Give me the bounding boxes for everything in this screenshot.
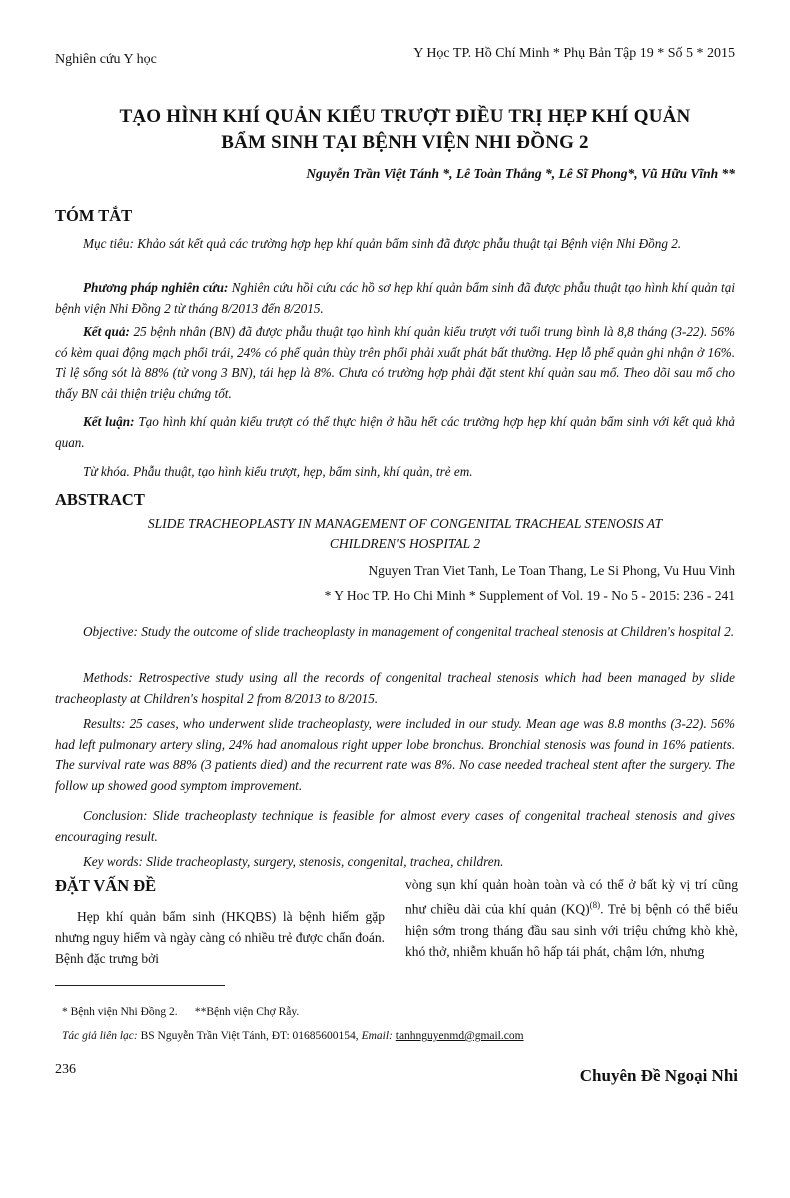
summary-objective <box>55 234 735 255</box>
abstract-conclusion-label: Conclusion: <box>83 808 148 823</box>
contact-text: BS Nguyễn Trần Việt Tánh, ĐT: 01685600154, <box>137 1030 362 1042</box>
abstract-keywords <box>55 852 735 873</box>
email-link[interactable]: tanhnguyenmd@gmail.com <box>395 1030 524 1042</box>
summary-objective-text: Khảo sát kết quả các trường hợp hẹp khí quản bẩm sinh đã được phẫu thuật tại Bệnh viện Nhi Đồng 2. <box>133 236 682 251</box>
abstract-methods-text: Retrospective study using all the records of congenital tracheal stenosis which had been managed by slide tracheoplasty at Children's hospital 2 from 8/2013 to 8/2015. <box>55 670 735 706</box>
authors-vietnamese: Nguyễn Trần Việt Tánh *, Lê Toàn Thắng *, Lê Sĩ Phong*, Vũ Hữu Vĩnh ** <box>306 166 735 181</box>
abstract-methods <box>55 668 735 709</box>
abstract-citation: * Y Hoc TP. Ho Chi Minh * Supplement of Vol. 19 - No 5 - 2015: 236 - 241 <box>324 588 735 603</box>
abstract-title-line-2: CHILDREN'S HOSPITAL 2 <box>329 536 481 551</box>
summary-methods-label: Phương pháp nghiên cứu: <box>83 280 229 295</box>
footnote-rule <box>55 985 225 986</box>
abstract-keywords-text: Slide tracheoplasty, surgery, stenosis, congenital, trachea, children. <box>142 854 504 869</box>
summary-conclusion-text: Tạo hình khí quản kiểu trượt có thể thực hiện ở hầu hết các trường hợp hẹp khí quản bẩm sinh với kết quả khả quan. <box>55 414 735 450</box>
footnote-affiliations: * Bệnh viện Nhi Đồng 2. **Bệnh viện Chợ Rẫy. <box>62 1006 300 1018</box>
intro-reference: (8) <box>589 900 601 910</box>
abstract-title-line-1: SLIDE TRACHEOPLASTY IN MANAGEMENT OF CONGENITAL TRACHEAL STENOSIS AT <box>147 516 663 531</box>
abstract-objective-text: Study the outcome of slide tracheoplasty in management of congenital tracheal stenosis at Children's hospital 2. <box>137 624 734 639</box>
footnote-contact <box>62 1030 524 1042</box>
page-number: 236 <box>55 1062 76 1077</box>
title-line-1: TẠO HÌNH KHÍ QUẢN KIỂU TRƯỢT ĐIỀU TRỊ HẸP KHÍ QUẢN <box>119 106 691 127</box>
abstract-results <box>55 714 735 796</box>
contact-label: Tác giả liên lạc: <box>62 1030 138 1042</box>
abstract-methods-label: Methods: <box>83 670 133 685</box>
summary-results <box>55 322 735 404</box>
abstract-heading: ABSTRACT <box>55 490 145 509</box>
abstract-title <box>60 514 750 554</box>
summary-results-text: 25 bệnh nhân (BN) đã được phẫu thuật tạo hình khí quản kiểu trượt với tuổi trung bình là 8,8 tháng (3-22). 56% có kèm quai động mạch phổi trái, 24% có phế quản thùy trên phổi phải xuất phát bất thường. Hẹp lỗ phế quản ghi nhận ở 16%. Tỉ lệ sống sót là 88% (tử vong 3 BN), tái hẹp là 8%. Chưa có trường hợp phải đặt stent khí quản sau mổ. Theo dõi sau mổ cho thấy BN cải thiện triệu chứng tốt. <box>55 324 736 401</box>
abstract-results-label: Results: <box>83 716 126 731</box>
intro-left-column: Hẹp khí quản bẩm sinh (HKQBS) là bệnh hiếm gặp nhưng nguy hiểm và ngày càng có nhiều trẻ được chẩn đoán. Bệnh đặc trưng bởi <box>55 909 385 966</box>
abstract-conclusion <box>55 806 735 847</box>
running-header-left: Nghiên cứu Y học <box>55 52 157 67</box>
summary-results-label: Kết quả: <box>83 324 130 339</box>
article-title <box>60 104 750 156</box>
abstract-results-text: 25 cases, who underwent slide tracheoplasty, were included in our study. Mean age was 8.8 months (3-22). 56% had left pulmonary artery sling, 24% had anomalous right upper lobe bronchus. Bronchial stenosis was found in 16% patients. The survival rate was 88% (3 patients died) and the recurrent rate was 8%. No case needed tracheal stent after the surgery. The follow up showed good symptom improvement. <box>55 716 735 793</box>
summary-conclusion-label: Kết luận: <box>83 414 135 429</box>
summary-heading: TÓM TẮT <box>55 206 133 225</box>
abstract-authors: Nguyen Tran Viet Tanh, Le Toan Thang, Le Si Phong, Vu Huu Vinh <box>368 563 735 578</box>
abstract-objective-label: Objective: <box>83 624 138 639</box>
intro-right-text: vòng sụn khí quản hoàn toàn và có thể ở bất kỳ vị trí cũng như chiều dài của khí quản (KQ) <box>405 877 738 917</box>
running-header-right: Y Học TP. Hồ Chí Minh * Phụ Bản Tập 19 * Số 5 * 2015 <box>413 46 735 61</box>
intro-heading: ĐẶT VẤN ĐỀ <box>55 876 157 895</box>
abstract-objective <box>55 622 735 643</box>
abstract-keywords-label: Key words: <box>83 854 143 869</box>
summary-keywords-text: Phẫu thuật, tạo hình kiểu trượt, hẹp, bẩm sinh, khí quản, trẻ em. <box>129 464 473 479</box>
summary-methods-text: Nghiên cứu hồi cứu các hồ sơ hẹp khí quản bẩm sinh đã được phẫu thuật tạo hình khí quản tại bệnh viện Nhi Đồng 2 từ tháng 8/2013 đến 8/2015. <box>55 280 735 316</box>
title-line-2: BẨM SINH TẠI BỆNH VIỆN NHI ĐỒNG 2 <box>221 132 589 153</box>
intro-right-column <box>405 874 738 962</box>
email-label: Email: <box>361 1030 393 1042</box>
abstract-conclusion-text: Slide tracheoplasty technique is feasible for almost every cases of congenital tracheal stenosis and gives encouraging result. <box>55 808 735 844</box>
summary-conclusion <box>55 412 735 453</box>
intro-right-text-2: . Trẻ bị bệnh có thể biểu hiện sớm trong tháng đầu sau sinh với triệu chứng khò khè, khó thở, nhiễm khuẩn hô hấp tái phát, chậm lớn, nhưng <box>405 901 738 959</box>
summary-keywords-label: Từ khóa. <box>83 464 130 479</box>
summary-objective-label: Mục tiêu: <box>83 236 134 251</box>
summary-keywords <box>55 462 735 483</box>
footer-section-title: Chuyên Đề Ngoại Nhi <box>579 1066 738 1085</box>
summary-methods <box>55 278 735 319</box>
